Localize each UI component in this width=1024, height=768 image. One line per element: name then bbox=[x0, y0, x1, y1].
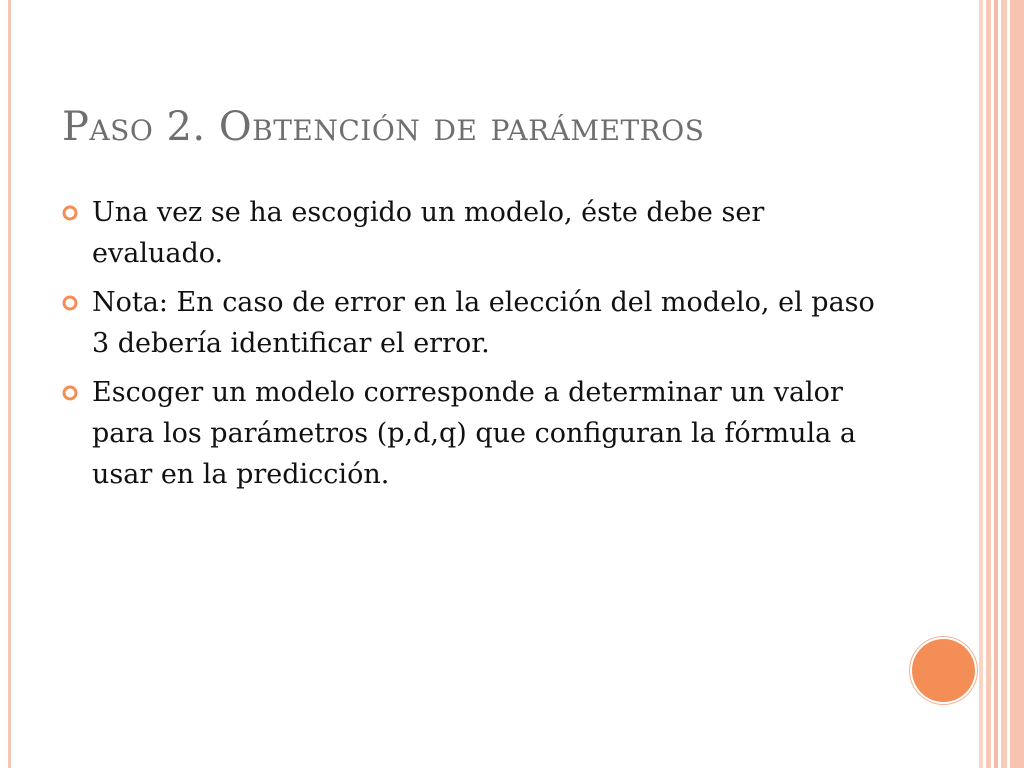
bullet-list bbox=[62, 192, 882, 503]
accent-circle-decoration bbox=[912, 639, 975, 702]
bullet-text: Escoger un modelo corresponde a determinar un valor para los parámetros (p,d,q) que configuran la fórmula a usar en la predicción. bbox=[92, 377, 856, 490]
right-stripe bbox=[1010, 0, 1024, 768]
right-stripe bbox=[979, 0, 983, 768]
circle-ring-icon bbox=[62, 205, 78, 221]
bullet-item bbox=[62, 282, 882, 364]
circle-ring-icon bbox=[62, 295, 78, 311]
right-stripe bbox=[986, 0, 991, 768]
bullet-item bbox=[62, 372, 882, 495]
left-border-line bbox=[8, 0, 11, 768]
circle-ring-icon bbox=[62, 385, 78, 401]
right-stripe bbox=[994, 0, 998, 768]
right-stripe bbox=[1001, 0, 1007, 768]
slide-title: Paso 2. Obtención de parámetros bbox=[62, 104, 705, 150]
bullet-text: Nota: En caso de error en la elección del modelo, el paso 3 debería identificar el error. bbox=[92, 287, 875, 359]
bullet-item bbox=[62, 192, 882, 274]
bullet-text: Una vez se ha escogido un modelo, éste debe ser evaluado. bbox=[92, 197, 765, 269]
